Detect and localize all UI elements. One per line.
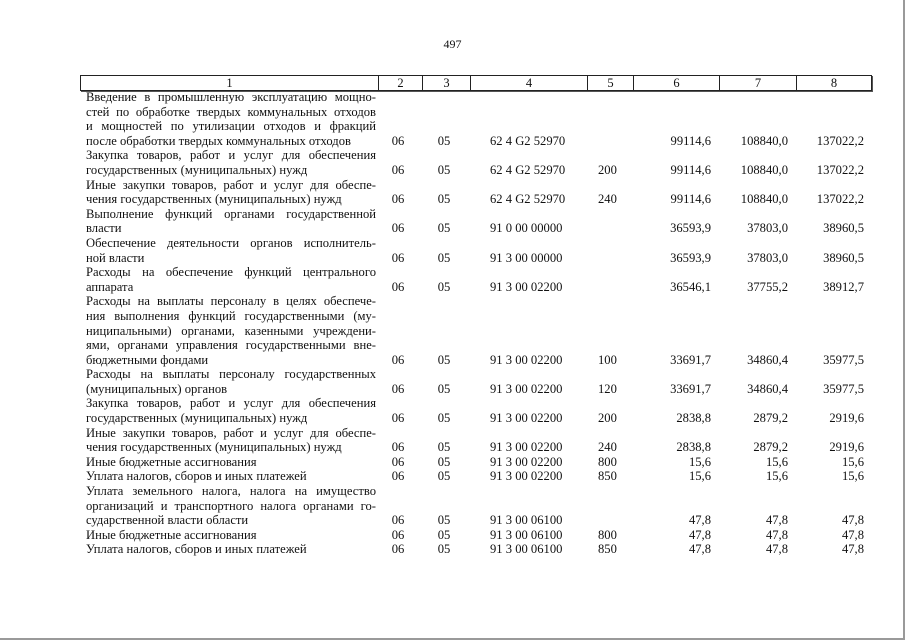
section-code: 06 bbox=[391, 454, 405, 469]
description-line: ной власти bbox=[86, 250, 145, 265]
amount-year-2: 37755,2 bbox=[747, 279, 788, 294]
target-article-code: 91 3 00 02200 bbox=[490, 454, 563, 469]
table-row bbox=[80, 148, 868, 177]
row-description bbox=[80, 148, 376, 177]
description-line: чения государственных (муниципальных) нужд bbox=[86, 440, 342, 455]
amount-year-2: 15,6 bbox=[765, 469, 788, 484]
section-code: 06 bbox=[391, 221, 405, 236]
header-col-7: 7 bbox=[720, 76, 797, 90]
amount-year-2: 108840,0 bbox=[740, 162, 788, 177]
expense-type-code: 200 bbox=[598, 162, 617, 177]
table-row bbox=[80, 528, 868, 543]
description-line: ями, органами управления государственными вне- bbox=[86, 338, 376, 353]
row-description bbox=[80, 455, 376, 470]
table-row bbox=[80, 455, 868, 470]
page-number: 497 bbox=[443, 37, 462, 51]
row-description bbox=[80, 469, 376, 484]
description-line: Уплата налогов, сборов и иных платежей bbox=[86, 469, 307, 484]
row-description bbox=[80, 528, 376, 543]
section-code: 06 bbox=[391, 381, 405, 396]
section-code: 06 bbox=[391, 542, 405, 557]
amount-year-1: 47,8 bbox=[688, 513, 711, 528]
description-line: бюджетными фондами bbox=[86, 352, 209, 367]
section-code: 06 bbox=[391, 440, 405, 455]
subsection-code: 05 bbox=[437, 381, 451, 396]
header-col-6: 6 bbox=[634, 76, 720, 90]
description-line: сударственной власти области bbox=[86, 513, 249, 528]
target-article-code: 91 3 00 02200 bbox=[490, 469, 563, 484]
row-description bbox=[80, 426, 376, 455]
header-col-4: 4 bbox=[471, 76, 588, 90]
amount-year-1: 15,6 bbox=[688, 454, 711, 469]
subsection-code: 05 bbox=[437, 454, 451, 469]
amount-year-1: 99114,6 bbox=[670, 162, 711, 177]
target-article-code: 91 3 00 02200 bbox=[490, 352, 563, 367]
description-line: стей по обработке твердых коммунальных отходов bbox=[86, 104, 376, 119]
target-article-code: 62 4 G2 52970 bbox=[490, 192, 566, 207]
description-line: Расходы на выплаты персоналу в целях обеспече- bbox=[86, 294, 376, 309]
amount-year-3: 38960,5 bbox=[823, 221, 864, 236]
expense-type-code: 800 bbox=[598, 454, 617, 469]
table-row bbox=[80, 469, 868, 484]
description-line: Иные закупки товаров, работ и услуг для обеспе- bbox=[86, 425, 376, 440]
description-line: Закупка товаров, работ и услуг для обеспечения bbox=[86, 148, 376, 163]
amount-year-2: 2879,2 bbox=[753, 411, 788, 426]
target-article-code: 62 4 G2 52970 bbox=[490, 162, 566, 177]
amount-year-1: 36546,1 bbox=[670, 279, 711, 294]
amount-year-1: 36593,9 bbox=[670, 250, 711, 265]
expense-type-code: 100 bbox=[598, 352, 617, 367]
subsection-code: 05 bbox=[437, 192, 451, 207]
row-description bbox=[80, 396, 376, 425]
table-row bbox=[80, 294, 868, 367]
subsection-code: 05 bbox=[437, 513, 451, 528]
target-article-code: 91 3 00 06100 bbox=[490, 527, 563, 542]
amount-year-1: 33691,7 bbox=[670, 352, 711, 367]
row-description bbox=[80, 207, 376, 236]
expense-type-code: 200 bbox=[598, 411, 617, 426]
description-line: Введение в промышленную эксплуатацию мощно- bbox=[86, 90, 376, 104]
amount-year-1: 36593,9 bbox=[670, 221, 711, 236]
table-row bbox=[80, 542, 868, 557]
amount-year-1: 47,8 bbox=[688, 542, 711, 557]
row-description bbox=[80, 236, 376, 265]
expense-type-code: 240 bbox=[598, 192, 617, 207]
section-code: 06 bbox=[391, 279, 405, 294]
row-description bbox=[80, 367, 376, 396]
amount-year-3: 15,6 bbox=[841, 469, 864, 484]
amount-year-3: 35977,5 bbox=[823, 352, 864, 367]
target-article-code: 91 3 00 02200 bbox=[490, 279, 563, 294]
table-row bbox=[80, 396, 868, 425]
description-line: и мощностей по утилизации отходов и фракций bbox=[86, 119, 376, 134]
row-description bbox=[80, 90, 376, 148]
row-description bbox=[80, 294, 376, 367]
amount-year-1: 15,6 bbox=[688, 469, 711, 484]
description-line: Уплата земельного налога, налога на имущество bbox=[86, 484, 376, 499]
target-article-code: 91 3 00 00000 bbox=[490, 250, 563, 265]
target-article-code: 91 3 00 02200 bbox=[490, 411, 563, 426]
amount-year-3: 2919,6 bbox=[829, 411, 864, 426]
amount-year-3: 137022,2 bbox=[816, 162, 864, 177]
subsection-code: 05 bbox=[437, 440, 451, 455]
amount-year-2: 47,8 bbox=[765, 542, 788, 557]
expense-type-code: 850 bbox=[598, 542, 617, 557]
amount-year-3: 35977,5 bbox=[823, 381, 864, 396]
subsection-code: 05 bbox=[437, 221, 451, 236]
row-description bbox=[80, 178, 376, 207]
target-article-code: 91 3 00 02200 bbox=[490, 381, 563, 396]
amount-year-1: 99114,6 bbox=[670, 192, 711, 207]
description-line: после обработки твердых коммунальных отходов bbox=[86, 133, 351, 148]
description-line: Иные бюджетные ассигнования bbox=[86, 454, 257, 469]
table-row bbox=[80, 178, 868, 207]
description-line: Обеспечение деятельности органов исполнитель- bbox=[86, 235, 376, 250]
expense-type-code: 800 bbox=[598, 527, 617, 542]
target-article-code: 91 3 00 02200 bbox=[490, 440, 563, 455]
amount-year-1: 33691,7 bbox=[670, 381, 711, 396]
target-article-code: 91 0 00 00000 bbox=[490, 221, 563, 236]
section-code: 06 bbox=[391, 469, 405, 484]
table-row bbox=[80, 484, 868, 528]
subsection-code: 05 bbox=[437, 542, 451, 557]
table-header bbox=[80, 75, 872, 91]
amount-year-1: 99114,6 bbox=[670, 133, 711, 148]
row-description bbox=[80, 542, 376, 557]
subsection-code: 05 bbox=[437, 250, 451, 265]
subsection-code: 05 bbox=[437, 469, 451, 484]
description-line: (муниципальных) органов bbox=[86, 381, 228, 396]
expense-type-code: 120 bbox=[598, 381, 617, 396]
section-code: 06 bbox=[391, 192, 405, 207]
amount-year-2: 15,6 bbox=[765, 454, 788, 469]
description-line: государственных (муниципальных) нужд bbox=[86, 411, 308, 426]
amount-year-3: 38960,5 bbox=[823, 250, 864, 265]
header-col-1: 1 bbox=[81, 76, 379, 90]
amount-year-2: 47,8 bbox=[765, 513, 788, 528]
subsection-code: 05 bbox=[437, 133, 451, 148]
amount-year-3: 137022,2 bbox=[816, 192, 864, 207]
amount-year-3: 15,6 bbox=[841, 454, 864, 469]
header-col-3: 3 bbox=[423, 76, 471, 90]
amount-year-1: 47,8 bbox=[688, 527, 711, 542]
subsection-code: 05 bbox=[437, 279, 451, 294]
description-line: аппарата bbox=[86, 279, 134, 294]
description-line: организаций и транспортного налога органами го- bbox=[86, 498, 376, 513]
section-code: 06 bbox=[391, 133, 405, 148]
table-row bbox=[80, 367, 868, 396]
row-description bbox=[80, 265, 376, 294]
description-line: Иные закупки товаров, работ и услуг для обеспе- bbox=[86, 177, 376, 192]
table-row bbox=[80, 426, 868, 455]
header-col-8: 8 bbox=[830, 76, 838, 90]
subsection-code: 05 bbox=[437, 162, 451, 177]
header-col-5: 5 bbox=[588, 76, 634, 90]
amount-year-2: 2879,2 bbox=[753, 440, 788, 455]
amount-year-2: 47,8 bbox=[765, 527, 788, 542]
amount-year-3: 47,8 bbox=[841, 527, 864, 542]
amount-year-3: 47,8 bbox=[841, 513, 864, 528]
table-row bbox=[80, 90, 868, 148]
description-line: Уплата налогов, сборов и иных платежей bbox=[86, 542, 307, 557]
amount-year-2: 34860,4 bbox=[747, 381, 788, 396]
section-code: 06 bbox=[391, 250, 405, 265]
description-line: Расходы на обеспечение функций центрального bbox=[86, 265, 376, 280]
expense-type-code: 240 bbox=[598, 440, 617, 455]
section-code: 06 bbox=[391, 411, 405, 426]
description-line: Закупка товаров, работ и услуг для обеспечения bbox=[86, 396, 376, 411]
description-line: Иные бюджетные ассигнования bbox=[86, 527, 257, 542]
section-code: 06 bbox=[391, 162, 405, 177]
description-line: власти bbox=[86, 221, 122, 236]
target-article-code: 91 3 00 06100 bbox=[490, 513, 563, 528]
subsection-code: 05 bbox=[437, 352, 451, 367]
amount-year-3: 38912,7 bbox=[823, 279, 864, 294]
target-article-code: 91 3 00 06100 bbox=[490, 542, 563, 557]
amount-year-2: 37803,0 bbox=[747, 221, 788, 236]
amount-year-2: 37803,0 bbox=[747, 250, 788, 265]
description-line: ниципальными) органами, казенными учреждени- bbox=[86, 323, 376, 338]
amount-year-2: 34860,4 bbox=[747, 352, 788, 367]
amount-year-3: 137022,2 bbox=[816, 133, 864, 148]
target-article-code: 62 4 G2 52970 bbox=[490, 133, 566, 148]
section-code: 06 bbox=[391, 527, 405, 542]
description-line: государственных (муниципальных) нужд bbox=[86, 162, 308, 177]
section-code: 06 bbox=[391, 352, 405, 367]
table-row bbox=[80, 207, 868, 236]
description-line: Выполнение функций органами государственной bbox=[86, 206, 376, 221]
header-col-2: 2 bbox=[379, 76, 423, 90]
amount-year-2: 108840,0 bbox=[740, 192, 788, 207]
subsection-code: 05 bbox=[437, 527, 451, 542]
amount-year-2: 108840,0 bbox=[740, 133, 788, 148]
row-description bbox=[80, 484, 376, 528]
amount-year-1: 2838,8 bbox=[676, 411, 711, 426]
subsection-code: 05 bbox=[437, 411, 451, 426]
description-line: ния выполнения функций государственными (му- bbox=[86, 308, 376, 323]
section-code: 06 bbox=[391, 513, 405, 528]
description-line: Расходы на выплаты персоналу государственных bbox=[86, 367, 376, 382]
table-row bbox=[80, 236, 868, 265]
amount-year-3: 2919,6 bbox=[829, 440, 864, 455]
table-row bbox=[80, 265, 868, 294]
amount-year-1: 2838,8 bbox=[676, 440, 711, 455]
amount-year-3: 47,8 bbox=[841, 542, 864, 557]
table-body bbox=[80, 90, 868, 557]
expense-type-code: 850 bbox=[598, 469, 617, 484]
description-line: чения государственных (муниципальных) нужд bbox=[86, 192, 342, 207]
